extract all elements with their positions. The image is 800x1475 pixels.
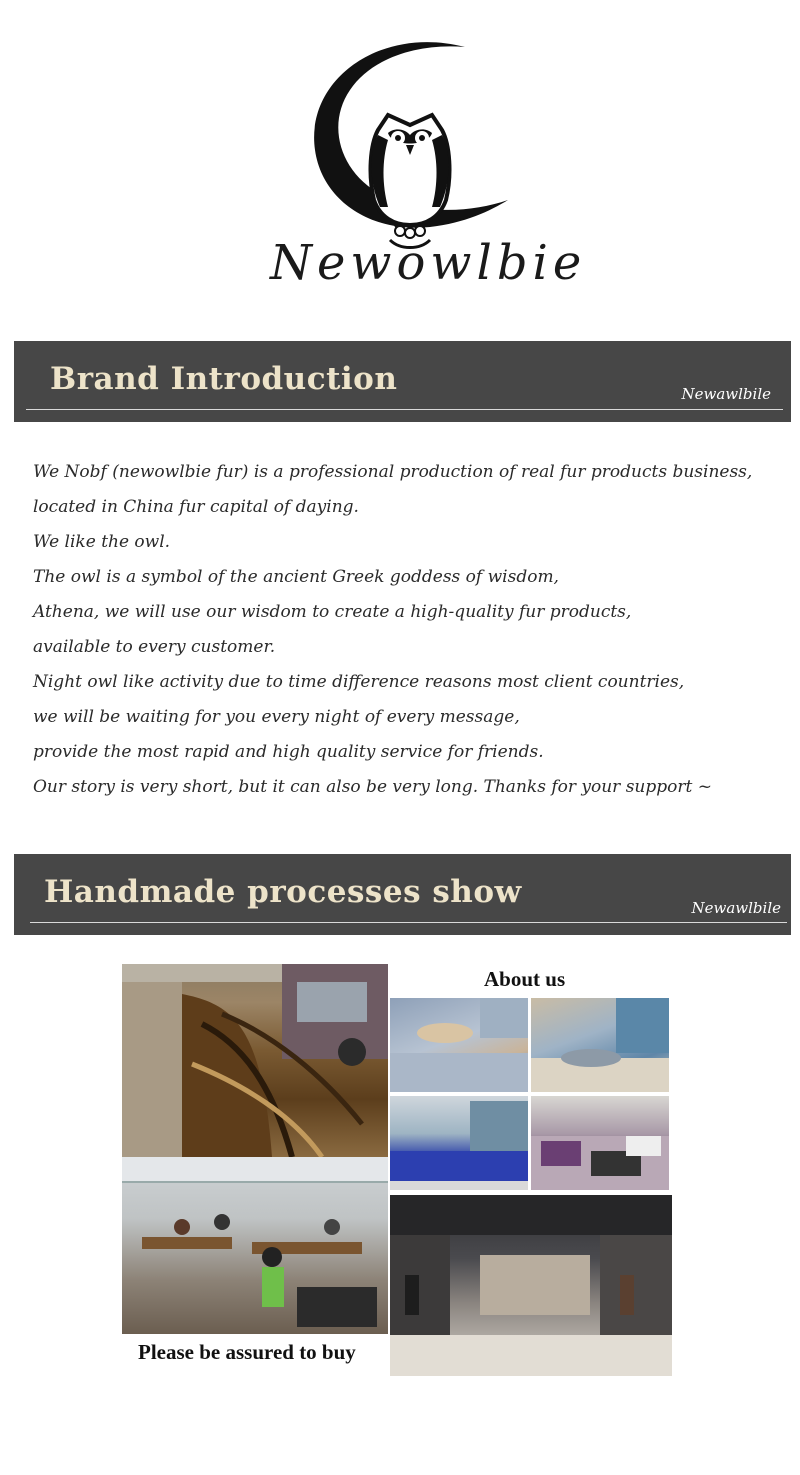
blue-fur-work-photo xyxy=(390,1096,528,1190)
process-photo-collage xyxy=(122,964,672,1376)
intro-line: We Nobf (newowlbie fur) is a professional production of real fur products business, xyxy=(33,462,753,482)
intro-line: Our story is very short, but it can also be very long. Thanks for your support ~ xyxy=(33,777,712,797)
collage-caption-bottom: Please be assured to buy xyxy=(138,1340,356,1364)
intro-line: Night owl like activity due to time difference reasons most client countries, xyxy=(33,672,685,692)
fur-pelts-photo xyxy=(122,964,388,1157)
intro-line: available to every customer. xyxy=(33,637,276,657)
banner-divider xyxy=(30,922,787,923)
owl-figure xyxy=(371,115,450,248)
cutting-fur-photo-2 xyxy=(531,998,669,1092)
showroom-photo xyxy=(390,1195,672,1376)
workshop-photo xyxy=(122,1157,388,1334)
collage-caption-top: About us xyxy=(484,967,566,991)
brand-tag: Newawlbile xyxy=(681,385,771,403)
assorted-fur-photo xyxy=(531,1096,669,1190)
banner-divider xyxy=(26,409,783,410)
section-title: Brand Introduction xyxy=(50,361,398,397)
intro-line: we will be waiting for you every night of every message, xyxy=(33,707,520,727)
intro-line: We like the owl. xyxy=(33,532,171,552)
brand-tag: Newawlbile xyxy=(691,899,781,917)
brand-intro-text xyxy=(33,455,773,805)
intro-line: The owl is a symbol of the ancient Greek goddess of wisdom, xyxy=(33,567,559,587)
intro-line: Athena, we will use our wisdom to create a high-quality fur products, xyxy=(33,602,632,622)
cutting-fur-photo-1 xyxy=(390,998,528,1092)
intro-line: located in China fur capital of daying. xyxy=(33,497,359,517)
logo-wordmark: Newowlbie xyxy=(270,235,587,291)
intro-line: provide the most rapid and high quality service for friends. xyxy=(33,742,544,762)
brand-introduction-banner xyxy=(14,341,791,422)
handmade-processes-banner xyxy=(14,854,791,935)
section-title: Handmade processes show xyxy=(44,874,522,910)
